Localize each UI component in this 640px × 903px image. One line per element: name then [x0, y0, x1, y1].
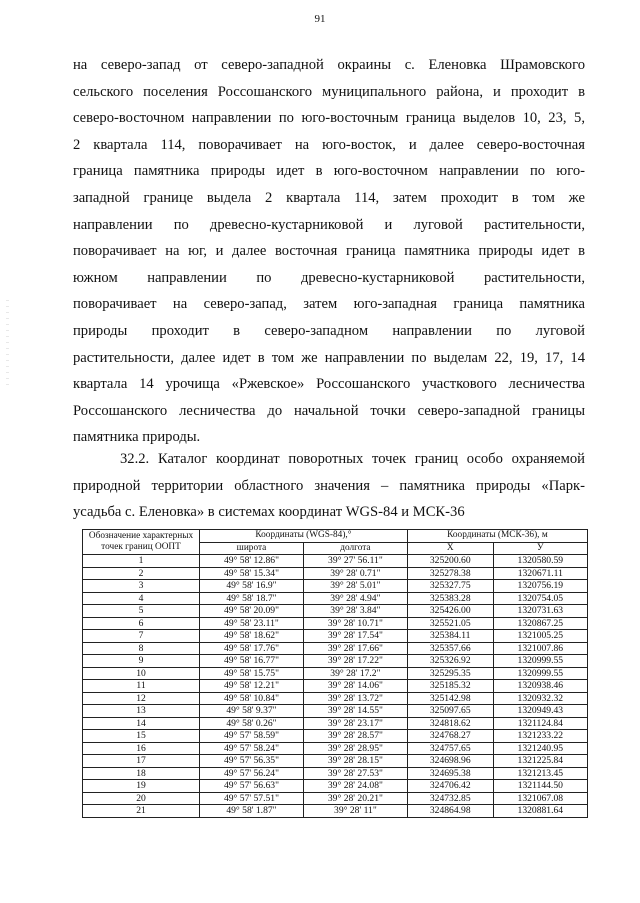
latitude-cell: 49° 58' 18.7" [200, 592, 304, 605]
latitude-cell: 49° 57' 58.24" [200, 742, 304, 755]
table-row [83, 780, 588, 793]
point-number-cell: 16 [83, 742, 200, 755]
header-wgs84: Координаты (WGS-84),° [200, 530, 408, 543]
longitude-cell: 39° 28' 20.21" [303, 792, 407, 805]
x-cell: 324695.38 [407, 767, 493, 780]
latitude-cell: 49° 58' 12.21" [200, 680, 304, 693]
text-line: растительности, далее идет в том же направлении по выделам 22, 19, 17, 14 [73, 349, 585, 366]
latitude-cell: 49° 57' 56.24" [200, 767, 304, 780]
table-row [83, 605, 588, 618]
longitude-cell: 39° 28' 14.06" [303, 680, 407, 693]
point-number-cell: 11 [83, 680, 200, 693]
longitude-cell: 39° 28' 28.57" [303, 730, 407, 743]
point-number-cell: 17 [83, 755, 200, 768]
latitude-cell: 49° 58' 9.37" [200, 705, 304, 718]
text-line: поворачивает на северо-запад, затем юго-западная граница памятника [73, 296, 585, 313]
y-cell: 1320731.63 [493, 605, 587, 618]
text-line: западной границе выдела 2 квартала 114, затем проходит в том же [73, 189, 585, 206]
table-row [83, 567, 588, 580]
x-cell: 324768.27 [407, 730, 493, 743]
point-number-cell: 3 [83, 580, 200, 593]
text-line: северо-восточном направлении по юго-восточным граница выделов 10, 23, 5, [73, 110, 585, 127]
point-number-cell: 8 [83, 642, 200, 655]
point-number-cell: 5 [83, 605, 200, 618]
latitude-cell: 49° 58' 18.62" [200, 630, 304, 643]
table-row [83, 580, 588, 593]
longitude-cell: 39° 28' 17.66" [303, 642, 407, 655]
table-row [83, 792, 588, 805]
text-line: граница памятника природы идет в юго-восточном направлении по юго- [73, 163, 585, 180]
longitude-cell: 39° 28' 23.17" [303, 717, 407, 730]
longitude-cell: 39° 28' 17.2" [303, 667, 407, 680]
point-number-cell: 19 [83, 780, 200, 793]
x-cell: 325327.75 [407, 580, 493, 593]
longitude-cell: 39° 28' 27.53" [303, 767, 407, 780]
longitude-cell: 39° 28' 10.71" [303, 617, 407, 630]
x-cell: 325384.11 [407, 630, 493, 643]
x-cell: 324818.62 [407, 717, 493, 730]
longitude-cell: 39° 28' 17.54" [303, 630, 407, 643]
y-cell: 1320867.25 [493, 617, 587, 630]
table-body [83, 555, 588, 818]
x-cell: 325295.35 [407, 667, 493, 680]
y-cell: 1320938.46 [493, 680, 587, 693]
x-cell: 325383.28 [407, 592, 493, 605]
x-cell: 325142.98 [407, 692, 493, 705]
y-cell: 1321213.45 [493, 767, 587, 780]
latitude-cell: 49° 58' 1.87" [200, 805, 304, 818]
heading-line: 32.2. Каталог координат поворотных точек границ особо охраняемой [120, 451, 585, 467]
latitude-cell: 49° 58' 10.84" [200, 692, 304, 705]
table-row [83, 555, 588, 568]
point-number-cell: 15 [83, 730, 200, 743]
y-cell: 1320671.11 [493, 567, 587, 580]
longitude-cell: 39° 28' 17.22" [303, 655, 407, 668]
y-cell: 1320881.64 [493, 805, 587, 818]
point-number-cell: 18 [83, 767, 200, 780]
table-row [83, 692, 588, 705]
longitude-cell: 39° 28' 0.71" [303, 567, 407, 580]
header-x: X [407, 542, 493, 555]
latitude-cell: 49° 57' 57.51" [200, 792, 304, 805]
point-number-cell: 13 [83, 705, 200, 718]
latitude-cell: 49° 58' 20.09" [200, 605, 304, 618]
point-number-cell: 14 [83, 717, 200, 730]
x-cell: 325185.32 [407, 680, 493, 693]
table-row [83, 767, 588, 780]
coordinates-table [82, 529, 588, 818]
table-row [83, 742, 588, 755]
y-cell: 1321005.25 [493, 630, 587, 643]
latitude-cell: 49° 57' 58.59" [200, 730, 304, 743]
latitude-cell: 49° 58' 17.76" [200, 642, 304, 655]
y-cell: 1320999.55 [493, 667, 587, 680]
x-cell: 325326.92 [407, 655, 493, 668]
x-cell: 325278.38 [407, 567, 493, 580]
table-row [83, 642, 588, 655]
text-line: Россошанского лесничества до начальной точки северо-западной границы [73, 402, 585, 419]
x-cell: 324864.98 [407, 805, 493, 818]
point-number-cell: 6 [83, 617, 200, 630]
text-line: памятника природы. [73, 429, 201, 446]
y-cell: 1320999.55 [493, 655, 587, 668]
header-msk36: Координаты (МСК-36), м [407, 530, 587, 543]
latitude-cell: 49° 58' 16.77" [200, 655, 304, 668]
latitude-cell: 49° 57' 56.63" [200, 780, 304, 793]
y-cell: 1321225.84 [493, 755, 587, 768]
heading-line: природной территории областного значения – памятника природы «Парк- [73, 477, 585, 494]
header-designation: Обозначение характерных точек границ ООПТ [83, 530, 200, 555]
point-number-cell: 9 [83, 655, 200, 668]
table-row [83, 617, 588, 630]
header-y: У [493, 542, 587, 555]
text-line: природы проходит в северо-западном направлении по луговой [73, 322, 585, 339]
y-cell: 1320580.59 [493, 555, 587, 568]
x-cell: 325097.65 [407, 705, 493, 718]
y-cell: 1321124.84 [493, 717, 587, 730]
latitude-cell: 49° 58' 16.9" [200, 580, 304, 593]
latitude-cell: 49° 58' 12.86" [200, 555, 304, 568]
table-row [83, 805, 588, 818]
point-number-cell: 21 [83, 805, 200, 818]
x-cell: 325521.05 [407, 617, 493, 630]
longitude-cell: 39° 28' 4.94" [303, 592, 407, 605]
latitude-cell: 49° 58' 15.34" [200, 567, 304, 580]
heading-line: усадьба с. Еленовка» в системах координат WGS-84 и МСК-36 [73, 504, 465, 521]
y-cell: 1321233.22 [493, 730, 587, 743]
x-cell: 324698.96 [407, 755, 493, 768]
y-cell: 1321067.08 [493, 792, 587, 805]
latitude-cell: 49° 58' 23.11" [200, 617, 304, 630]
x-cell: 324706.42 [407, 780, 493, 793]
x-cell: 324732.85 [407, 792, 493, 805]
point-number-cell: 7 [83, 630, 200, 643]
longitude-cell: 39° 28' 28.15" [303, 755, 407, 768]
point-number-cell: 12 [83, 692, 200, 705]
y-cell: 1321240.95 [493, 742, 587, 755]
point-number-cell: 4 [83, 592, 200, 605]
text-line: на северо-запад от северо-западной окраины с. Еленовка Шрамовского [73, 57, 585, 73]
table-row [83, 655, 588, 668]
y-cell: 1321007.86 [493, 642, 587, 655]
text-line: 2 квартала 114, поворачивает на юго-восток, и далее северо-восточная [73, 136, 585, 153]
longitude-cell: 39° 28' 14.55" [303, 705, 407, 718]
x-cell: 325426.00 [407, 605, 493, 618]
longitude-cell: 39° 28' 28.95" [303, 742, 407, 755]
table-row [83, 630, 588, 643]
longitude-cell: 39° 28' 13.72" [303, 692, 407, 705]
y-cell: 1320949.43 [493, 705, 587, 718]
text-line: квартала 14 урочища «Ржевское» Россошанского участкового лесничества [73, 376, 585, 393]
point-number-cell: 1 [83, 555, 200, 568]
table-header-row [83, 530, 588, 543]
y-cell: 1320756.19 [493, 580, 587, 593]
x-cell: 325357.66 [407, 642, 493, 655]
text-line: южном направлении по древесно-кустарниковой растительности, [73, 269, 585, 286]
y-cell: 1320754.05 [493, 592, 587, 605]
page-number: 91 [314, 13, 326, 25]
y-cell: 1320932.32 [493, 692, 587, 705]
table-row [83, 755, 588, 768]
x-cell: 325200.60 [407, 555, 493, 568]
x-cell: 324757.65 [407, 742, 493, 755]
longitude-cell: 39° 28' 5.01" [303, 580, 407, 593]
section-heading [73, 446, 585, 526]
table-row [83, 730, 588, 743]
point-number-cell: 20 [83, 792, 200, 805]
table-row [83, 717, 588, 730]
longitude-cell: 39° 28' 11" [303, 805, 407, 818]
point-number-cell: 10 [83, 667, 200, 680]
longitude-cell: 39° 28' 3.84" [303, 605, 407, 618]
scan-margin-marks [6, 300, 9, 390]
text-line: направлении по древесно-кустарниковой и луговой растительности, [73, 216, 585, 233]
table-row [83, 705, 588, 718]
latitude-cell: 49° 58' 0.26" [200, 717, 304, 730]
header-latitude: широта [200, 542, 304, 555]
table-row [83, 680, 588, 693]
latitude-cell: 49° 58' 15.75" [200, 667, 304, 680]
header-longitude: долгота [303, 542, 407, 555]
table-row [83, 592, 588, 605]
y-cell: 1321144.50 [493, 780, 587, 793]
text-line: поворачивает на юг, и далее восточная граница памятника природы идет в [73, 243, 585, 260]
latitude-cell: 49° 57' 56.35" [200, 755, 304, 768]
longitude-cell: 39° 27' 56.11" [303, 555, 407, 568]
body-paragraph [73, 52, 585, 451]
longitude-cell: 39° 28' 24.08" [303, 780, 407, 793]
table-row [83, 667, 588, 680]
point-number-cell: 2 [83, 567, 200, 580]
text-line: сельского поселения Россошанского муниципального района, и проходит в [73, 83, 585, 100]
